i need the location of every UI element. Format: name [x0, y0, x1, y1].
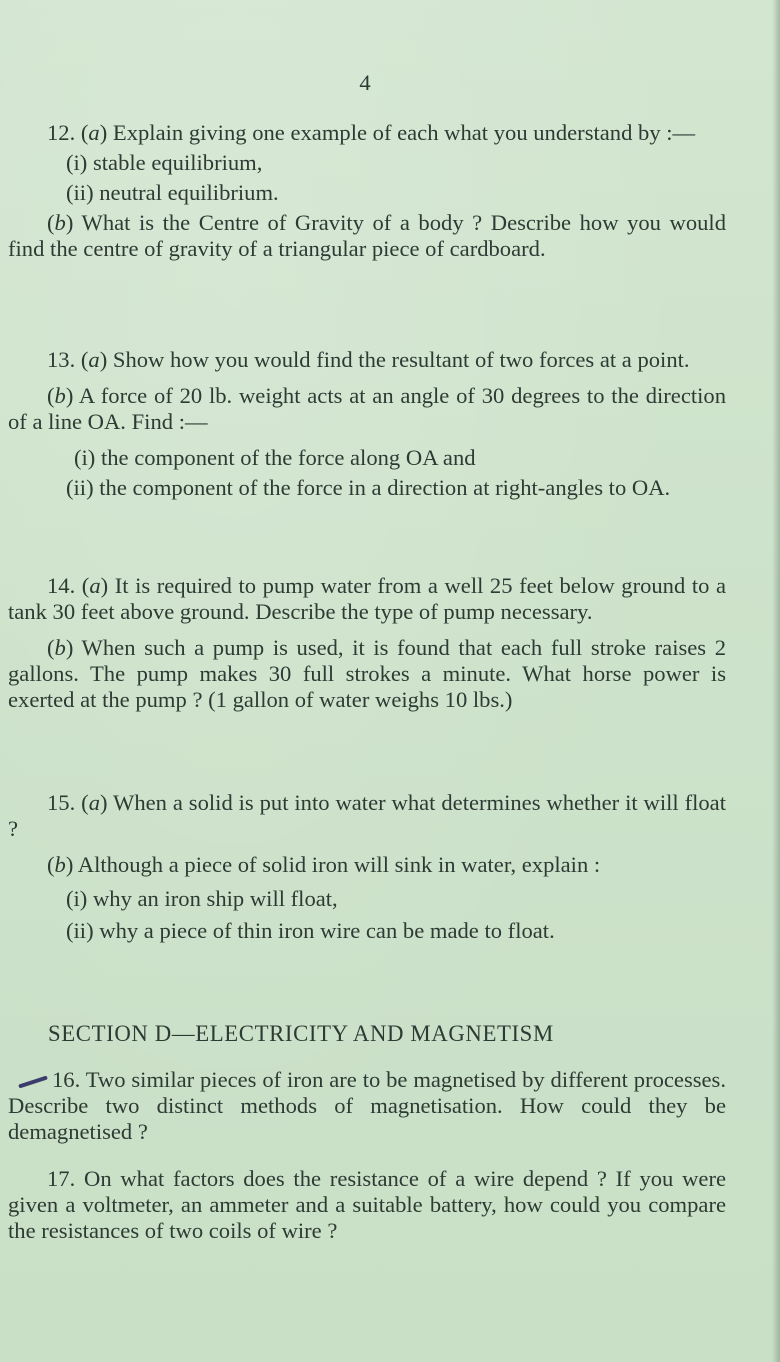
- page-number: 4: [359, 70, 371, 95]
- question-13b-item-2: [8, 475, 726, 501]
- question-13: [8, 347, 726, 501]
- question-17-text: 17. On what factors does the resistance of a wire depend ? If you were given a voltmeter, an ammeter and a suitable battery, how could you compare the resistances of two coils of wire ?: [8, 1166, 726, 1243]
- question-14b: (b) When such a pump is used, it is found that each full stroke raises 2 gallons. The pump makes 30 full strokes a minute. What horse power is exerted at the pump ? (1 gallon of water weighs 10 lbs.): [8, 635, 726, 712]
- question-15: [8, 790, 726, 944]
- question-13b-item-2-text: (ii) the component of the force in a direction at right-angles to OA.: [66, 475, 671, 500]
- question-12a-item-1: (i) stable equilibrium,: [66, 150, 263, 175]
- question-16-text: 16. Two similar pieces of iron are to be magnetised by different processes. Describe two distinct methods of magnetisation. How could they be demagnetised ?: [8, 1067, 726, 1144]
- question-13a: 13. (a) Show how you would find the resultant of two forces at a point.: [47, 347, 690, 372]
- question-15b: (b) Although a piece of solid iron will sink in water, explain :: [47, 852, 601, 877]
- question-15a: 15. (a) When a solid is put into water what determines whether it will float ?: [8, 790, 726, 841]
- question-17: [8, 1166, 726, 1244]
- page-edge-shadow: [772, 0, 780, 1362]
- question-12b: (b) What is the Centre of Gravity of a body ? Describe how you would find the centre of gravity of a triangular piece of cardboard.: [8, 210, 726, 261]
- question-12a-item-2: (ii) neutral equilibrium.: [66, 180, 279, 205]
- question-14a: 14. (a) It is required to pump water from a well 25 feet below ground to a tank 30 feet above ground. Describe the type of pump necessary.: [8, 573, 726, 624]
- question-13b: (b) A force of 20 lb. weight acts at an angle of 30 degrees to the direction of a line OA. Find :—: [8, 383, 726, 434]
- section-heading: SECTION D—ELECTRICITY AND MAGNETISM: [48, 1021, 554, 1046]
- question-15b-item-1: (i) why an iron ship will float,: [66, 886, 338, 911]
- question-14: [8, 573, 726, 713]
- question-12: [8, 120, 726, 262]
- question-15b-item-2: (ii) why a piece of thin iron wire can be made to float.: [66, 918, 555, 943]
- question-16-paragraph: [8, 1067, 726, 1145]
- question-12a: 12. (a) Explain giving one example of each what you understand by :—: [47, 120, 696, 145]
- question-16: [8, 1067, 726, 1145]
- question-13b-item-1: (i) the component of the force along OA and: [74, 445, 476, 470]
- pencil-tick-mark: [18, 1075, 48, 1088]
